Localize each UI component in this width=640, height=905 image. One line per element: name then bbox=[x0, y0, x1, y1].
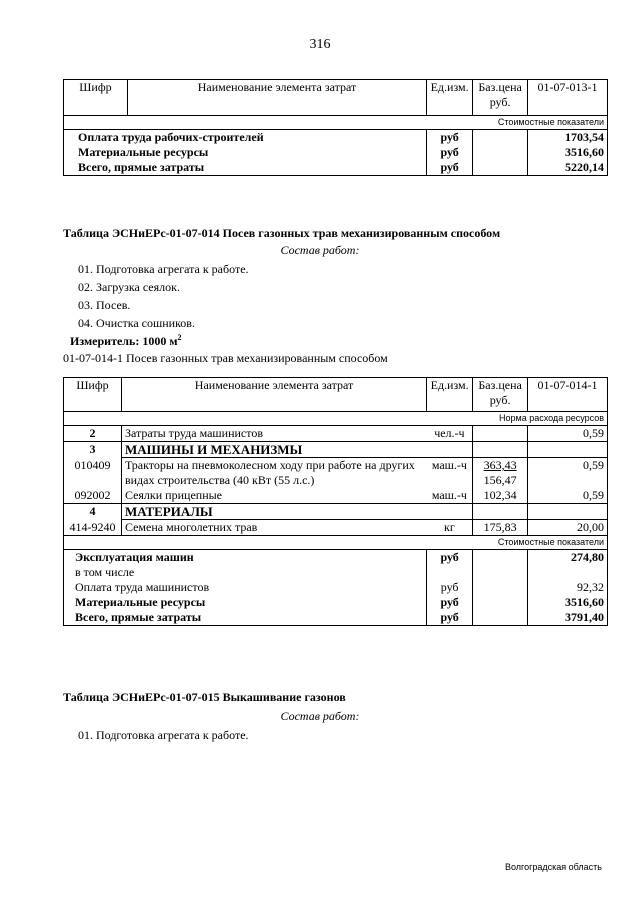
header-unit: Ед.изм. bbox=[427, 80, 473, 116]
step: 03. Посев. bbox=[78, 298, 131, 312]
table-row: 4 МАТЕРИАЛЫ bbox=[64, 504, 608, 520]
header-unit: Ед.изм. bbox=[427, 378, 473, 412]
header-id: 01-07-014-1 bbox=[528, 378, 608, 412]
table-title-014: Таблица ЭСНиЕРс-01-07-014 Посев газонных трав механизированным способом bbox=[63, 226, 501, 240]
work-composition-label: Состав работ: bbox=[280, 243, 360, 257]
item-line: 01-07-014-1 Посев газонных трав механизированным способом bbox=[63, 351, 388, 365]
step: 04. Очистка сошников. bbox=[78, 316, 195, 330]
header-name: Наименование элемента затрат bbox=[121, 378, 426, 412]
header-price: Баз.цена руб. bbox=[473, 80, 528, 116]
table-row: 010409 Тракторы на пневмоколесном ходу при работе на других видах строительства (40 кВт (55 л.с.) маш.-ч 363,43 156,47 0,59 bbox=[64, 458, 608, 489]
resource-table-014 bbox=[63, 377, 608, 626]
table-row: Оплата труда машинистов руб 92,32 bbox=[64, 580, 608, 595]
table-row: Эксплуатация машин руб 274,80 bbox=[64, 550, 608, 566]
norm-label: Норма расхода ресурсов bbox=[64, 412, 608, 426]
header-price: Баз.цена руб. bbox=[473, 378, 528, 412]
table-row: Всего, прямые затраты руб 3791,40 bbox=[64, 610, 608, 626]
table-row: Материальные ресурсы руб 3516,60 bbox=[64, 145, 608, 160]
step: 01. Подготовка агрегата к работе. bbox=[78, 262, 249, 276]
table-row: 092002 Сеялки прицепные маш.-ч 102,34 0,59 bbox=[64, 488, 608, 504]
page-number: 316 bbox=[309, 37, 331, 52]
table-row: в том числе bbox=[64, 565, 608, 580]
section-label: Стоимостные показатели bbox=[64, 116, 608, 130]
table-row: Оплата труда рабочих-строителей руб 1703,54 bbox=[64, 130, 608, 146]
header-code: Шифр bbox=[64, 80, 128, 116]
table-row: 414-9240 Семена многолетних трав кг 175,83 20,00 bbox=[64, 520, 608, 536]
table-row: 2 Затраты труда машинистов чел.-ч 0,59 bbox=[64, 426, 608, 442]
cost-label: Стоимостные показатели bbox=[64, 536, 608, 550]
header-id: 01-07-013-1 bbox=[528, 80, 608, 116]
table-title-015: Таблица ЭСНиЕРс-01-07-015 Выкашивание газонов bbox=[63, 690, 346, 704]
region-footer: Волгоградская область bbox=[504, 862, 602, 872]
work-composition-label: Состав работ: bbox=[280, 709, 360, 723]
table-row: 3 МАШИНЫ И МЕХАНИЗМЫ bbox=[64, 442, 608, 458]
header-name: Наименование элемента затрат bbox=[127, 80, 426, 116]
table-row: Материальные ресурсы руб 3516,60 bbox=[64, 595, 608, 610]
cost-table-013 bbox=[63, 79, 608, 176]
step: 01. Подготовка агрегата к работе. bbox=[78, 728, 249, 742]
meter-label: Измеритель: 1000 $м^2$ bbox=[70, 333, 182, 348]
step: 02. Загрузка сеялок. bbox=[78, 280, 180, 294]
header-code: Шифр bbox=[64, 378, 122, 412]
table-row: Всего, прямые затраты руб 5220,14 bbox=[64, 160, 608, 176]
